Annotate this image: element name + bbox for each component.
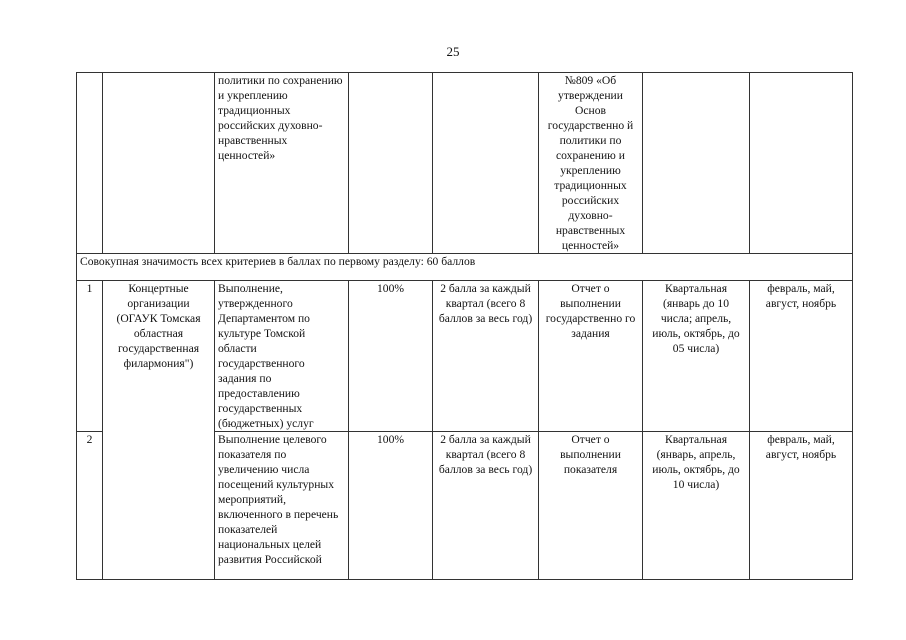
points-cell: 2 балла за каждый квартал (всего 8 баллов за весь год) [433,281,539,432]
cell-empty [349,73,433,254]
cell-empty [77,73,103,254]
cell-empty [433,73,539,254]
weight-cell: 100% [349,432,433,580]
months-cell: февраль, май, август, ноябрь [750,281,853,432]
indicator-cell: Выполнение, утвержденного Департаментом по культуре Томской области государственного задания по предоставлению государственных (бюджетных) услуг [215,281,349,432]
summary-cell: Совокупная значимость всех критериев в баллах по первому разделу: 60 баллов [77,254,853,281]
table-row [77,281,853,432]
cell-empty [750,73,853,254]
points-cell: 2 балла за каждый квартал (всего 8 баллов за весь год) [433,432,539,580]
continuation-row [77,73,853,254]
frequency-cell: Квартальная (январь, апрель, июль, октябрь, до 10 числа) [643,432,750,580]
page-number: 25 [446,44,460,59]
report-cell: Отчет о выполнении государственно го задания [539,281,643,432]
months-cell: февраль, май, август, ноябрь [750,432,853,580]
basis-cell: №809 «Об утверждении Основ государственно й политики по сохранению и укреплению традиционных российских духовно-нравственных ценностей» [539,73,643,254]
indicator-cell: политики по сохранению и укреплению традиционных российских духовно-нравственных ценностей» [215,73,349,254]
row-number: 2 [77,432,103,580]
summary-row [77,254,853,281]
organization-cell: Концертные организации (ОГАУК Томская областная государственная филармония") [103,281,215,580]
weight-cell: 100% [349,281,433,432]
report-cell: Отчет о выполнении показателя [539,432,643,580]
row-number: 1 [77,281,103,432]
frequency-cell: Квартальная (январь до 10 числа; апрель, июль, октябрь, до 05 числа) [643,281,750,432]
criteria-table [76,72,853,580]
cell-empty [643,73,750,254]
indicator-cell: Выполнение целевого показателя по увеличению числа посещений культурных мероприятий, включенного в перечень показателей национальных целей развития Российской [215,432,349,580]
cell-empty [103,73,215,254]
